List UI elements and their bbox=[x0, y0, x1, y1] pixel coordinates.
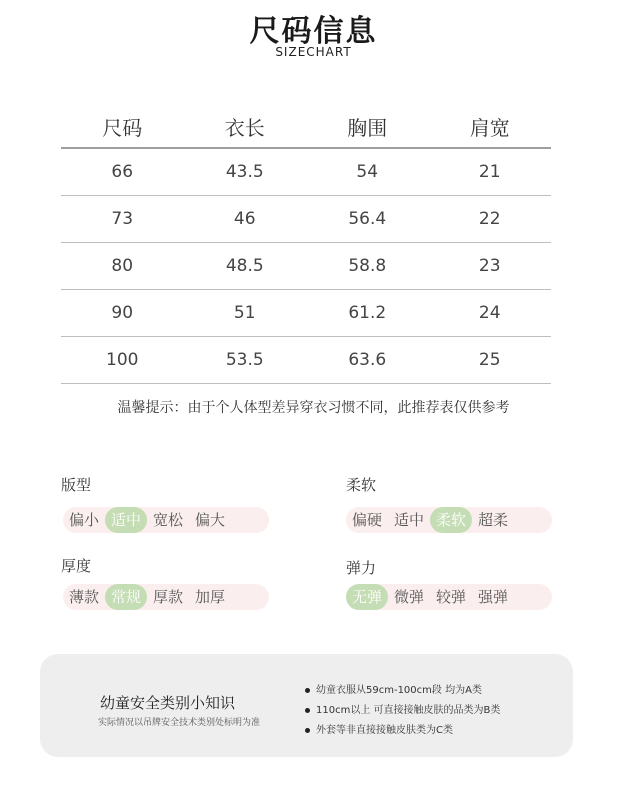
thickness-option-regular: 常规 bbox=[105, 584, 147, 610]
cell-shoulder: 21 bbox=[478, 162, 501, 182]
cell-length: 48.5 bbox=[225, 256, 264, 276]
table-row bbox=[61, 336, 551, 384]
safety-card-subtitle: 实际情况以吊牌安全技术类别处标明为准 bbox=[98, 718, 261, 728]
thickness-options bbox=[63, 584, 269, 610]
elasticity-option-slight: 微弹 bbox=[394, 588, 425, 606]
table-row bbox=[61, 147, 551, 195]
fit-option-large: 偏大 bbox=[195, 511, 226, 529]
thickness-label: 厚度 bbox=[61, 557, 92, 575]
elasticity-option-moderate: 较弹 bbox=[436, 588, 467, 606]
cell-shoulder: 23 bbox=[478, 256, 501, 276]
cell-length: 43.5 bbox=[225, 162, 264, 182]
cell-shoulder: 25 bbox=[478, 350, 501, 370]
thickness-option-thin: 薄款 bbox=[69, 588, 100, 606]
page-title: 尺码信息 bbox=[249, 14, 378, 49]
list-item: 110cm以上 可直接接触皮肤的品类为B类 bbox=[305, 701, 500, 721]
elasticity-label: 弹力 bbox=[346, 559, 377, 577]
fit-label: 版型 bbox=[61, 476, 92, 494]
column-header-chest: 胸围 bbox=[347, 115, 388, 140]
cell-size: 73 bbox=[111, 209, 134, 229]
cell-length: 53.5 bbox=[225, 350, 264, 370]
cell-size: 80 bbox=[111, 256, 134, 276]
cell-length: 51 bbox=[233, 303, 256, 323]
thickness-option-extra-thick: 加厚 bbox=[195, 588, 226, 606]
table-row bbox=[61, 242, 551, 289]
table-row bbox=[61, 289, 551, 336]
thickness-attribute-label bbox=[61, 555, 91, 576]
cell-size: 90 bbox=[111, 303, 134, 323]
softness-option-super-soft: 超柔 bbox=[478, 511, 509, 529]
list-item: 幼童衣服从59cm-100cm段 均为A类 bbox=[305, 681, 500, 701]
size-table bbox=[61, 105, 551, 384]
cell-size: 66 bbox=[111, 162, 134, 182]
fit-options bbox=[63, 507, 269, 533]
thickness-option-thick: 厚款 bbox=[153, 588, 184, 606]
safety-bullet-list bbox=[305, 681, 500, 741]
elasticity-options bbox=[346, 584, 552, 610]
fit-attribute-label bbox=[61, 474, 91, 495]
elasticity-option-strong: 强弹 bbox=[478, 588, 509, 606]
elasticity-option-none: 无弹 bbox=[346, 584, 388, 610]
softness-options bbox=[346, 507, 552, 533]
cell-chest: 61.2 bbox=[348, 303, 387, 323]
safety-info-card bbox=[40, 654, 573, 757]
page-subtitle: SIZECHART bbox=[275, 45, 352, 59]
cell-shoulder: 22 bbox=[478, 209, 501, 229]
cell-chest: 56.4 bbox=[348, 209, 387, 229]
column-header-shoulder: 肩宽 bbox=[469, 115, 510, 140]
table-header bbox=[61, 105, 551, 147]
list-item: 外套等非直接接触皮肤类为C类 bbox=[305, 721, 500, 741]
fit-option-regular: 适中 bbox=[105, 507, 147, 533]
cell-chest: 54 bbox=[356, 162, 379, 182]
cell-chest: 63.6 bbox=[348, 350, 387, 370]
cell-chest: 58.8 bbox=[348, 256, 387, 276]
fit-option-loose: 宽松 bbox=[153, 511, 184, 529]
column-header-length: 衣长 bbox=[224, 115, 265, 140]
table-row bbox=[61, 195, 551, 242]
size-tip: 温馨提示：由于个人体型差异穿衣习惯不同，此推荐表仅供参考 bbox=[117, 400, 510, 416]
cell-shoulder: 24 bbox=[478, 303, 501, 323]
softness-option-soft: 柔软 bbox=[430, 507, 472, 533]
cell-size: 100 bbox=[106, 350, 139, 370]
safety-card-title: 幼童安全类别小知识 bbox=[100, 694, 236, 712]
softness-option-hard: 偏硬 bbox=[352, 511, 383, 529]
column-header-size: 尺码 bbox=[102, 115, 143, 140]
elasticity-attribute-label bbox=[346, 557, 376, 578]
fit-option-small: 偏小 bbox=[69, 511, 100, 529]
softness-label: 柔软 bbox=[346, 476, 377, 494]
softness-attribute-label bbox=[346, 474, 376, 495]
softness-option-medium: 适中 bbox=[394, 511, 425, 529]
cell-length: 46 bbox=[233, 209, 256, 229]
